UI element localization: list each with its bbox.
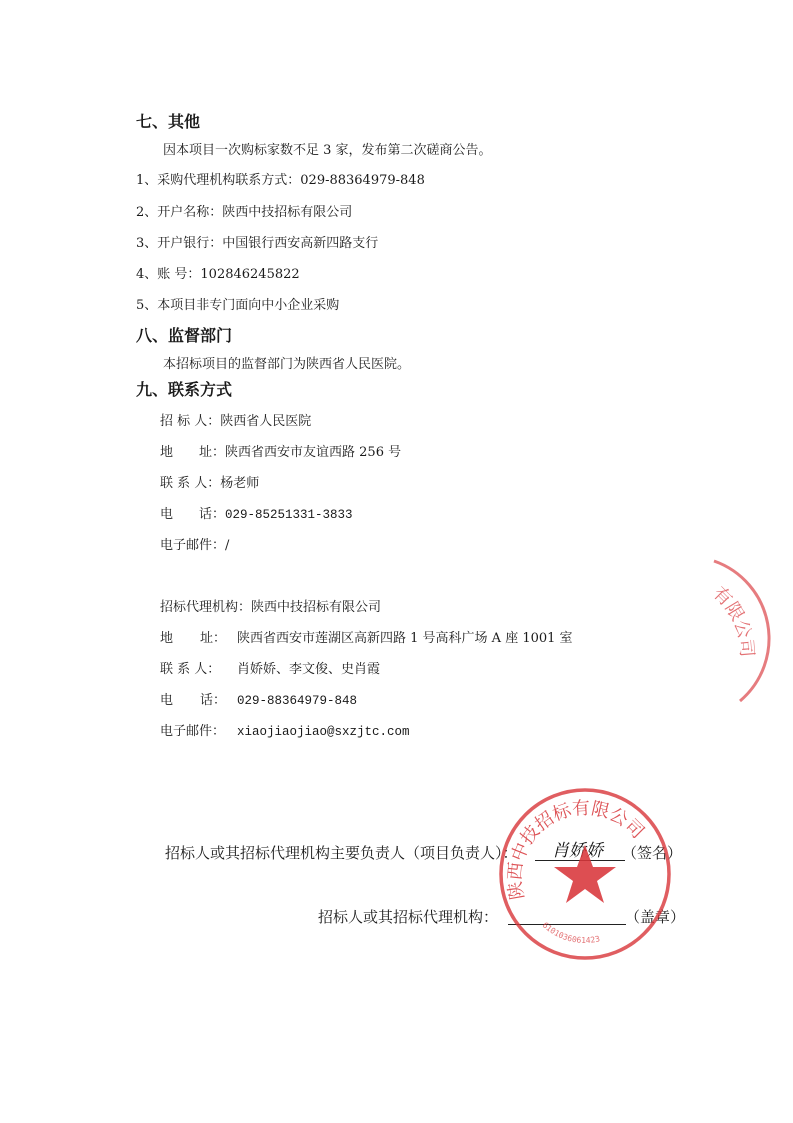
purchaser-address-row: [160, 441, 401, 460]
purchaser-name-row: [160, 410, 311, 429]
supervision-text: 本招标项目的监督部门为陕西省人民医院。: [163, 357, 411, 372]
label: 电: [160, 507, 174, 522]
seal-code: 6101036061423: [540, 920, 601, 946]
edge-seal-stamp: [700, 555, 793, 705]
agency-name: 陕西中技招标有限公司: [251, 600, 382, 615]
section-7-intro: 因本项目一次购标家数不足 3 家，发布第二次磋商公告。: [163, 143, 492, 158]
edge-seal-text: 有限公司: [708, 582, 758, 658]
label: 电子邮件：: [160, 538, 226, 553]
purchaser-phone-row: [160, 503, 353, 522]
handwritten-signature: 肖娇娇: [552, 841, 603, 861]
company-seal-stamp: [496, 785, 674, 963]
purchaser-contact: 杨老师: [220, 476, 260, 491]
label: 招 标 人：: [160, 414, 221, 429]
label: 联 系 人：: [160, 476, 221, 491]
label: 地: [160, 631, 174, 646]
agency-address-row: [160, 627, 573, 646]
signature-line-label: 招标人或其招标代理机构主要负责人（项目负责人）：: [165, 844, 518, 862]
label: 联 系 人：: [160, 662, 221, 677]
purchaser-contact-row: [160, 472, 259, 491]
seal-line-label: 招标人或其招标代理机构：: [318, 908, 499, 926]
sme-item: 5、本项目非专门面向中小企业采购: [136, 298, 340, 313]
agency-contacts: 肖娇娇、李文俊、史肖霞: [237, 662, 381, 677]
agency-contact-row: [160, 658, 380, 677]
label: 址：: [200, 631, 227, 646]
seal-star-icon: [554, 845, 616, 903]
section-8-heading: 八、监督部门: [136, 326, 233, 345]
agency-phone-row: [160, 689, 357, 708]
purchaser-name: 陕西省人民医院: [220, 414, 312, 429]
label: 电: [160, 693, 174, 708]
purchaser-email: /: [225, 538, 230, 553]
purchaser-address: 陕西省西安市友谊西路 256 号: [225, 445, 402, 460]
purchaser-email-row: [160, 534, 229, 553]
agency-phone: 029-88364979-848: [237, 694, 358, 708]
agency-address: 陕西省西安市莲湖区高新四路 1 号高科广场 A 座 1001 室: [237, 631, 573, 646]
purchaser-phone: 029-85251331-3833: [225, 508, 353, 522]
contact-phone-item: 1、采购代理机构联系方式：029-88364979-848: [136, 173, 425, 188]
section-9-heading: 九、联系方式: [136, 380, 233, 399]
label: 话：: [199, 507, 226, 522]
sign-suffix: （签名）: [622, 844, 683, 862]
label: 电子邮件：: [160, 724, 226, 739]
label: 址：: [199, 445, 226, 460]
signature-line-responsible: [165, 842, 518, 863]
section-7-heading: 七、其他: [136, 112, 201, 131]
label: 招标代理机构：: [160, 600, 252, 615]
signature-line-seal: [318, 906, 498, 927]
seal-suffix: （盖章）: [625, 908, 686, 926]
label: 话：: [200, 693, 227, 708]
account-name-item: 2、开户名称：陕西中技招标有限公司: [136, 205, 353, 220]
agency-name-row: [160, 596, 381, 615]
account-number-item: 4、账 号：102846245822: [136, 267, 300, 282]
agency-email: xiaojiaojiao@sxzjtc.com: [237, 725, 410, 739]
bank-item: 3、开户银行：中国银行西安高新四路支行: [136, 236, 379, 251]
label: 地: [160, 445, 174, 460]
agency-email-row: [160, 720, 410, 739]
seal-text: 陕西中技招标有限公司: [504, 797, 649, 902]
